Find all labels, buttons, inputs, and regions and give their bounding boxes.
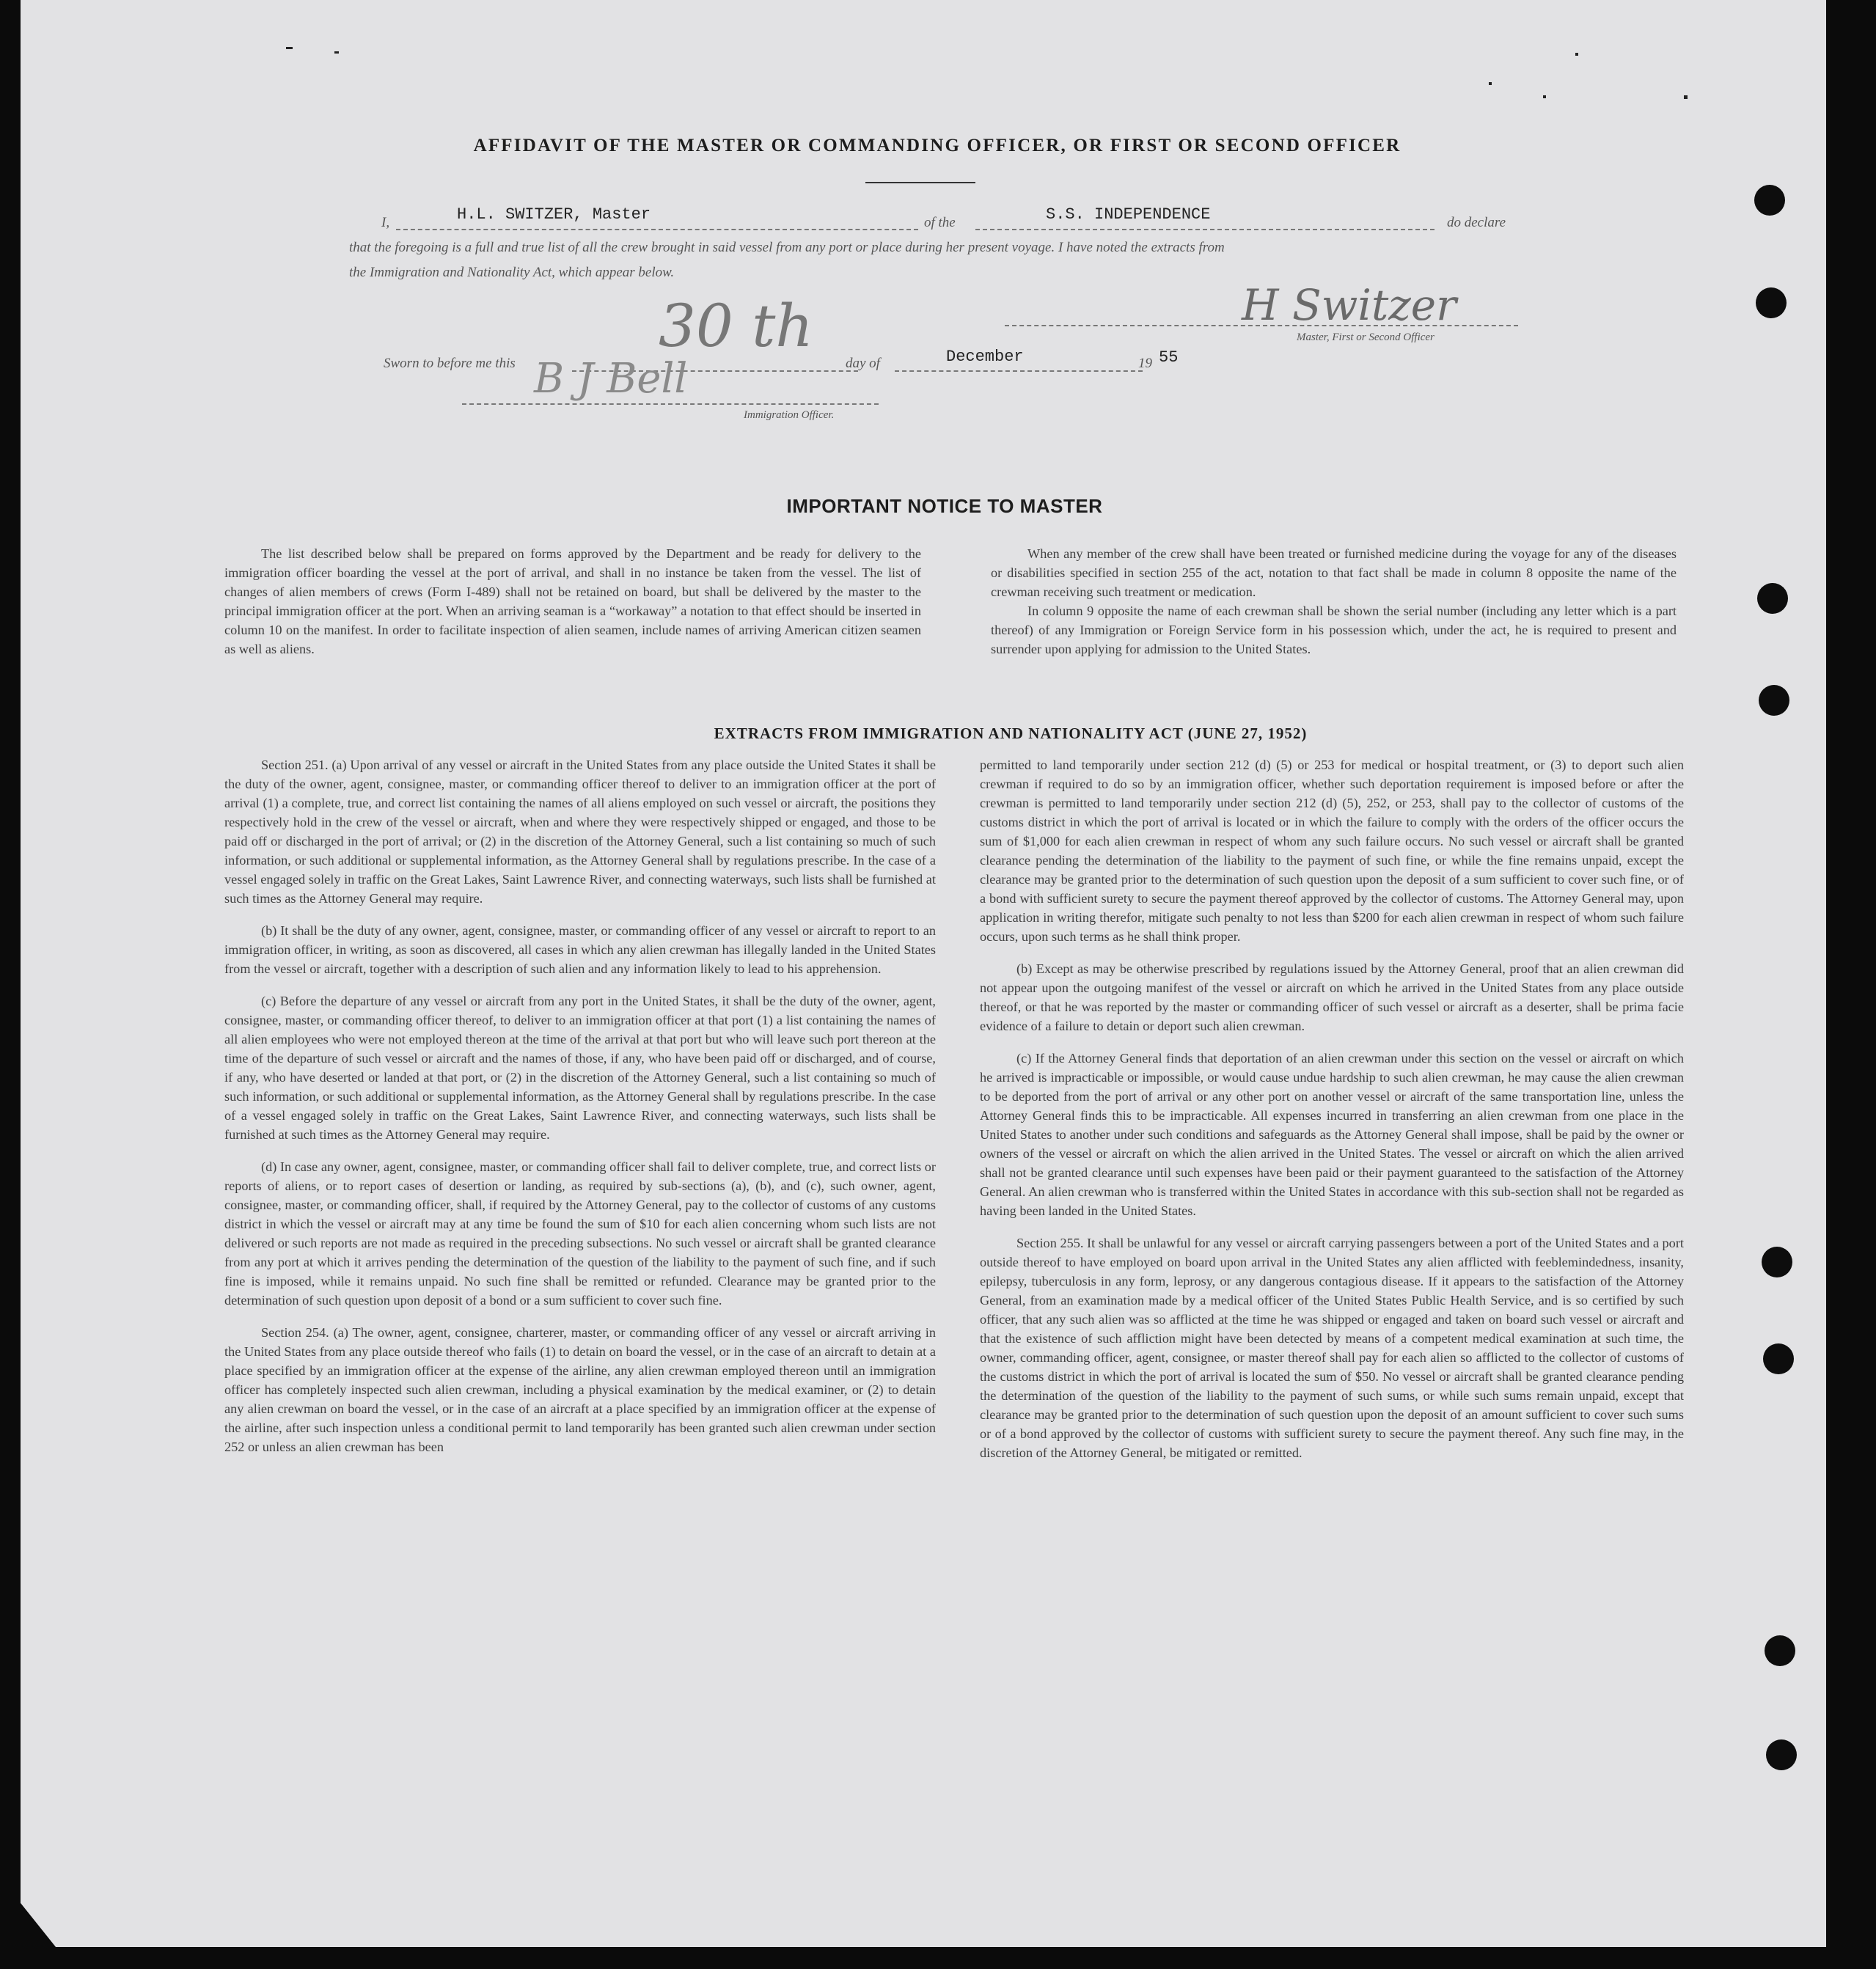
notice-heading: IMPORTANT NOTICE TO MASTER: [786, 495, 1103, 517]
affidavit-title: AFFIDAVIT OF THE MASTER OR COMMANDING OFFICER, OR FIRST OR SECOND OFFICER: [473, 136, 1401, 155]
section-254-a: Section 254. (a) The owner, agent, consignee, charterer, master, or commanding officer of any vessel or aircraft arriving in the United States from any place outside thereof who fails (1) to detain on board the vessel, or in the case of an aircraft to detain at a place specified by an immigration officer at the expense of the airline, any alien crewman employed thereon until an immigration officer has completely inspected such alien crewman, including a physical examination by the medical examiner, or (2) to detain any alien crewman on board the vessel, or in the case of an aircraft at a place specified by an immigration officer at the expense of the airline, after such inspection unless a conditional permit to land temporarily has been granted such alien crewman under section 252 or unless an alien crewman has been: [224, 1325, 936, 1454]
vessel-line: [975, 229, 1435, 230]
speck: [1575, 53, 1578, 56]
speck: [1543, 95, 1546, 98]
immigration-officer-signature: B J Bell: [534, 355, 688, 403]
notice-paragraph: The list described below shall be prepared on forms approved by the Department and be ready for delivery to the immigration officer boarding the vessel at the port of arrival, and shall in no instance be taken from the vessel. The list of changes of alien members of crews (Form I-489) shall not be retained on board, but shall be delivered by the master to the principal immigration officer at the port. When an arriving seaman is a “workaway” a notation to that effect should be inserted in column 10 on the manifest. In order to facilitate inspection of alien seamen, include names of arriving American citizen seamen as well as aliens.: [224, 546, 921, 656]
punch-hole: [1759, 685, 1789, 716]
speck: [286, 47, 293, 49]
day-handwritten: 30 th: [659, 292, 813, 360]
immigration-officer-caption: Immigration Officer.: [744, 409, 835, 421]
punch-hole: [1765, 1635, 1795, 1666]
do-declare-label: do declare: [1447, 215, 1506, 230]
notice-paragraph: When any member of the crew shall have been treated or furnished medicine during the voyage for any of the diseases or disabilities specified in section 255 of the act, notation to that fact shall be made in column 8 opposite the name of the crewman receiving such treatment or medication.: [991, 546, 1677, 599]
notice-paragraph: In column 9 opposite the name of each crewman shall be shown the serial number (including any letter which is a part thereof) of any Immigration or Foreign Service form in his possession which, under the act, he is required to present and surrender upon applying for admission to the United States.: [991, 604, 1677, 656]
speck: [1489, 82, 1492, 85]
speck: [1684, 95, 1688, 99]
section-251-d: (d) In case any owner, agent, consignee, master, or commanding officer shall fail to deliver complete, true, and correct lists or reports of aliens, or to report cases of desertion or landing, as required by sub-sections (a), (b), and (c), such owner, agent, consignee, master, or commanding officer, shall, if required by the Attorney General, pay to the collector of customs of any customs district in which the vessel or aircraft may at any time be found the sum of $10 for each alien concerning whom such lists are not delivered or such reports are not made as required in the preceding subsections. No such vessel or aircraft shall be granted clearance from any port at which it arrives pending the determination of the question of the liability to the payment of such fine, and if such fine is imposed, while it remains unpaid. No such fine shall be remitted or refunded. Clearance may be granted prior to the determination of such question upon deposit of a bond or a sum sufficient to cover such fine.: [224, 1159, 936, 1308]
declarant-name: H.L. SWITZER, Master: [457, 205, 651, 224]
year-prefix: 19: [1138, 356, 1152, 371]
month: December: [946, 348, 1024, 366]
notice-left-column: [224, 544, 921, 669]
of-the-label: of the: [924, 215, 956, 230]
title-rule: [865, 182, 975, 183]
section-255: Section 255. It shall be unlawful for any vessel or aircraft carrying passengers between a port of the United States and a port outside thereof to have employed on board upon arrival in the United States any alien afflicted with feeblemindedness, insanity, epilepsy, tuberculosis in any form, leprosy, or any dangerous contagious disease. If it appears to the satisfaction of the Attorney General, from an examination made by a medical officer of the United States Public Health Service, and is so certified by such officer, that any such alien was so afflicted at the time he was shipped or engaged and taken on board such vessel or aircraft and that the existence of such affliction might have been detected by means of a competent medical examination at such time, the owner, commanding officer, agent, consignee, or master thereof shall pay for each alien so afflicted to the collector of customs of the customs district in which the port of arrival is located the sum of $50. No vessel or aircraft shall be granted clearance pending the determination of the question of the liability to the payment of such sums, or while such sums remain unpaid, except that clearance may be granted prior to the determination of such question upon the deposit of an amount sufficient to cover such sums or of a bond approved by the collector of customs with sufficient surety to secure the payment thereof. Any such fine may, in the discretion of the Attorney General, be mitigated or remitted.: [980, 1236, 1684, 1460]
section-254-c: (c) If the Attorney General finds that deportation of an alien crewman under this section on the vessel or aircraft on which he arrived is impracticable or impossible, or would cause undue hardship to such alien crewman, he may cause the alien crewman to be deported from the port of arrival or any other port on another vessel or aircraft of the same transportation line, unless the Attorney General finds this to be impracticable. All expenses incurred in transferring an alien crewman from one place in the United States to another under such conditions and safeguards as the Attorney General shall impose, shall be paid by the owner or owners of the vessel or aircraft on which the alien arrived in the United States. The vessel or aircraft on which the alien arrived shall not be granted clearance until such expenses have been paid or their payment guaranteed to the satisfaction of the Attorney General. An alien crewman who is transferred within the United States in accordance with this sub-section shall not be regarded as having been landed in the United States.: [980, 1051, 1684, 1218]
statement-line-2: the Immigration and Nationality Act, which appear below.: [349, 265, 675, 280]
punch-hole: [1762, 1247, 1792, 1277]
extracts-right-column: [980, 755, 1684, 1475]
statement-line-1: that the foregoing is a full and true list of all the crew brought in said vessel from any port or place during her present voyage. I have noted the extracts from: [349, 240, 1225, 255]
speck: [334, 51, 339, 54]
section-251-c: (c) Before the departure of any vessel or aircraft from any port in the United States, it shall be the duty of the owner, agent, consignee, master, or commanding officer thereof, to deliver to an immigration officer at that port (1) a list containing the names of all alien employees who were not employed thereon at the time of the arrival at that port but who will leave such port thereon at the time of the departure of such vessel or aircraft and the names of those, if any, who have been paid off or discharged, and of course, if any, who have deserted or landed at that port, or (2) in the discretion of the Attorney General, such a list containing so much of such information, or such additional or supplemental information, as the Attorney General shall by regulations prescribe. In the case of a vessel engaged solely in traffic on the Great Lakes, Saint Lawrence River, and connecting waterways, such lists shall be furnished at such times as the Attorney General may require.: [224, 994, 936, 1142]
master-signature: H Switzer: [1242, 280, 1457, 330]
extracts-left-column: [224, 755, 936, 1470]
punch-hole: [1757, 583, 1788, 614]
vessel-name: S.S. INDEPENDENCE: [1046, 205, 1211, 224]
declarant-line: [396, 229, 918, 230]
punch-hole: [1763, 1343, 1794, 1374]
immigration-officer-line: [462, 403, 879, 405]
sworn-label: Sworn to before me this: [384, 356, 516, 371]
section-254-b: (b) Except as may be otherwise prescribed by regulations issued by the Attorney General, proof that an alien crewman did not appear upon the outgoing manifest of the vessel or aircraft on which he arrived in the United States from any place outside thereof, or that he was reported by the master or commanding officer of such vessel or aircraft as a deserter, shall be prima facie evidence of a failure to detain or deport such alien crewman.: [980, 961, 1684, 1033]
master-caption: Master, First or Second Officer: [1297, 331, 1435, 343]
year: 55: [1159, 348, 1179, 367]
section-251-b: (b) It shall be the duty of any owner, agent, consignee, master, or commanding officer of any vessel or aircraft to report to an immigration officer, in writing, as soon as discovered, all cases in which any alien crewman has illegally landed in the United States from the vessel or aircraft, together with a description of such alien and any information likely to lead to his apprehension.: [224, 923, 936, 976]
punch-hole: [1756, 287, 1787, 318]
notice-right-column: [991, 544, 1677, 659]
month-line: [895, 370, 1143, 372]
extracts-heading: EXTRACTS FROM IMMIGRATION AND NATIONALITY ACT (JUNE 27, 1952): [714, 725, 1308, 742]
section-251-a: Section 251. (a) Upon arrival of any vessel or aircraft in the United States from any place outside the United States it shall be the duty of the owner, agent, consignee, master, or commanding officer thereof to deliver to an immigration officer at the port of arrival (1) a complete, true, and correct list containing the names of all aliens employed on such vessel or aircraft, the positions they respectively hold in the crew of the vessel or aircraft, when and where they were respectively shipped or engaged, and those to be paid off or discharged in the port of arrival; or (2) in the discretion of the Attorney General, such a list containing so much of such information, or such additional or supplemental information, as the Attorney General shall by regulations prescribe. In the case of a vessel engaged solely in traffic on the Great Lakes, Saint Lawrence River, and connecting waterways, such lists shall be furnished at such times as the Attorney General may require.: [224, 758, 936, 906]
document-page: [21, 0, 1826, 1947]
punch-hole: [1766, 1739, 1797, 1770]
day-of-label: day of: [846, 356, 880, 371]
i-label: I,: [381, 215, 390, 230]
torn-corner: [21, 1903, 56, 1947]
punch-hole: [1754, 185, 1785, 216]
section-254-a-continued: permitted to land temporarily under section 212 (d) (5) or 253 for medical or hospital treatment, or (3) to deport such alien crewman if required to do so by an immigration officer, whether such deportation requirement is imposed before or after the crewman is permitted to land temporarily under section 212 (d) (5), 252, or 253, shall pay to the collector of customs of the customs district in which the port of arrival is located or in which the failure to comply with the orders of the officer occurs the sum of $1,000 for each alien crewman in respect of whom any such failure occurs. No such vessel or aircraft shall be granted clearance pending the determination of the liability to the payment of such fine, or while the fine remains unpaid, except the clearance may be granted prior to the determination of such question upon the deposit of a sum sufficient to cover such fine, or of a bond with sufficient surety to secure the payment thereof approved by the collector of customs. The Attorney General may, upon application in writing therefor, mitigate such penalty to not less than $200 for each alien crewman in respect of whom such failure occurs, upon such terms as he shall think proper.: [980, 758, 1684, 944]
